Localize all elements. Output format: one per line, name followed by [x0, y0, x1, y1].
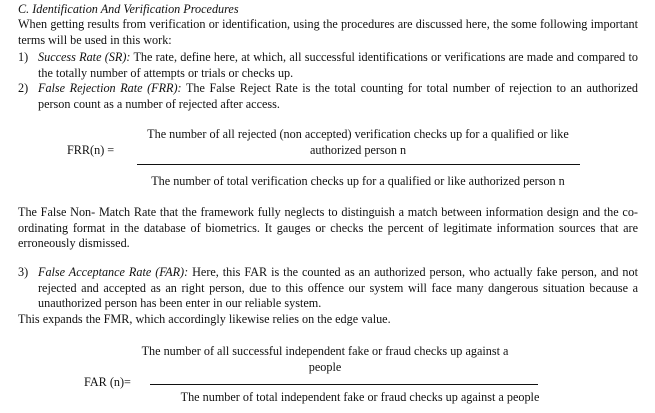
frr-lhs: FRR(n) = [67, 143, 115, 157]
item-3-text [38, 265, 638, 312]
far-fraction-bar [150, 384, 538, 385]
section-heading: C. Identification And Verification Procedures [18, 2, 239, 16]
frr-denominator: The number of total verification checks up for a qualified or like authorized person n [151, 174, 565, 188]
item-2-text [38, 81, 638, 112]
item-1-text [38, 50, 638, 81]
frr-numerator-line2: authorized person n [309, 142, 407, 157]
fnmr-paragraph: The False Non- Match Rate that the framework fully neglects to distinguish a match between information design and the co-ordinating format in the database of biometrics. It gauges or checks the percent of legitimate information sources that are erroneously dismissed. [18, 205, 638, 250]
far-numerator-line2: people [308, 359, 342, 374]
frr-numerator-line1: The number of all rejected (non accepted) verification checks up for a qualified or like [147, 127, 569, 141]
frr-numerator [135, 127, 581, 158]
item-3-number: 3) [18, 265, 29, 279]
far-lhs: FAR (n)= [84, 375, 131, 389]
far-numerator [130, 344, 520, 375]
item-3-term: False Acceptance Rate (FAR): [38, 265, 189, 279]
item-1-description: The rate, define here, at which, all successful identifications or verifications are made and compared to the totally number of attempts or trials or checks up. [38, 50, 638, 80]
item-1-number: 1) [18, 50, 29, 64]
item-3-description: Here, this FAR is the counted as an authorized person, who actually fake person, and not rejected and accepted as an right person, due to this offence our system will face many dangerous situation because a unauthorized person has been enter in our reliable system. [38, 265, 639, 310]
far-numerator-line1: The number of all successful independent fake or fraud checks up against a [141, 344, 509, 358]
fmr-line: This expands the FMR, which accordingly likewise relies on the edge value. [18, 312, 391, 326]
item-2-description: The False Reject Rate is the total counting for total number of rejection to an authorized person count as a number of rejected after access. [38, 81, 638, 111]
far-denominator: The number of total independent fake or fraud checks up against a people [180, 390, 540, 404]
frr-fraction-bar [137, 164, 580, 165]
item-1-term: Success Rate (SR): [38, 50, 131, 64]
item-2-number: 2) [18, 81, 29, 95]
item-2-term: False Rejection Rate (FRR): [38, 81, 182, 95]
intro-paragraph: When getting results from verification or identification, using the procedures are discussed here, the some following important terms will be used in this work: [18, 17, 638, 47]
